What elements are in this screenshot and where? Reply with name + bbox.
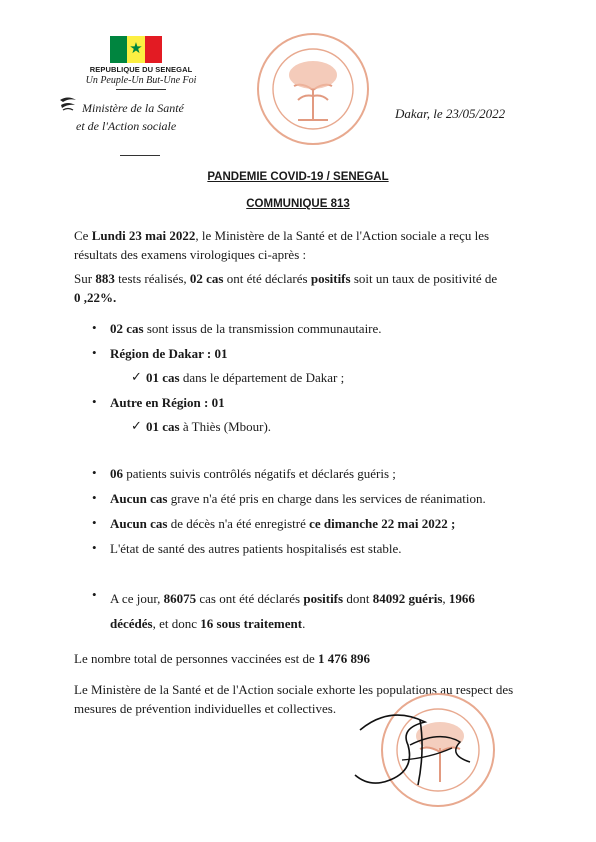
list-subitem: 01 cas dans le département de Dakar ; [146, 370, 345, 385]
star-icon: ★ [129, 41, 143, 57]
tests-paragraph: Sur 883 tests réalisés, 02 cas ont été déclarés positifs soit un taux de positivité de 0 ,22%. [74, 271, 498, 305]
checkmark-icon: ✓ [131, 418, 142, 433]
list-subitem: 01 cas à Thiès (Mbour). [146, 419, 272, 434]
bullet-icon: • [92, 320, 97, 335]
intro-paragraph: Ce Lundi 23 mai 2022, le Ministère de la Santé et de l'Action sociale a reçu les résultats des examens virologiques ci-après : [74, 228, 490, 262]
bullet-icon: • [92, 394, 97, 409]
bullet-icon: • [92, 540, 97, 555]
senegal-flag [110, 36, 162, 63]
document-title: PANDEMIE COVID-19 / SENEGAL [207, 171, 389, 183]
list-item: Aucun cas de décès n'a été enregistré ce dimanche 22 mai 2022 ; [110, 516, 456, 531]
checkmark-icon: ✓ [131, 369, 142, 384]
republic-label: REPUBLIQUE DU SENEGAL [89, 65, 193, 74]
totals-item: A ce jour, 86075 cas ont été déclarés positifs dont 84092 guéris, 1966 décédés, et donc 16 sous traitement. [110, 591, 475, 631]
list-item: Région de Dakar : 01 [110, 346, 228, 361]
list-item: Aucun cas grave n'a été pris en charge dans les services de réanimation. [110, 491, 486, 506]
bullet-icon: • [92, 515, 97, 530]
list-item: 02 cas sont issus de la transmission communautaire. [110, 321, 382, 336]
vaccination-statement: Le nombre total de personnes vaccinées est de 1 476 896 [74, 651, 371, 666]
closing-paragraph: Le Ministère de la Santé et de l'Action sociale exhorte les populations au respect des mesures de prévention individuelles et collectives. [74, 682, 514, 716]
bullet-icon: • [92, 587, 97, 602]
bullet-icon: • [92, 345, 97, 360]
communique-number: COMMUNIQUE 813 [246, 198, 350, 210]
list-item: Autre en Région : 01 [110, 395, 225, 410]
official-seal-stamp [254, 30, 372, 148]
ministry-name-line2: et de l'Action sociale [76, 119, 177, 133]
handwritten-signature [330, 700, 480, 795]
bullet-icon: • [92, 465, 97, 480]
ministry-name-line1: Ministère de la Santé [82, 101, 184, 115]
divider [120, 155, 160, 156]
ministry-logo-icon [57, 96, 79, 114]
list-item: L'état de santé des autres patients hospitalisés est stable. [110, 541, 402, 556]
bullet-icon: • [92, 490, 97, 505]
list-item: 06 patients suivis contrôlés négatifs et déclarés guéris ; [110, 466, 396, 481]
document-date: Dakar, le 23/05/2022 [395, 106, 506, 121]
national-motto: Un Peuple-Un But-Une Foi [85, 75, 197, 86]
divider [116, 89, 166, 90]
